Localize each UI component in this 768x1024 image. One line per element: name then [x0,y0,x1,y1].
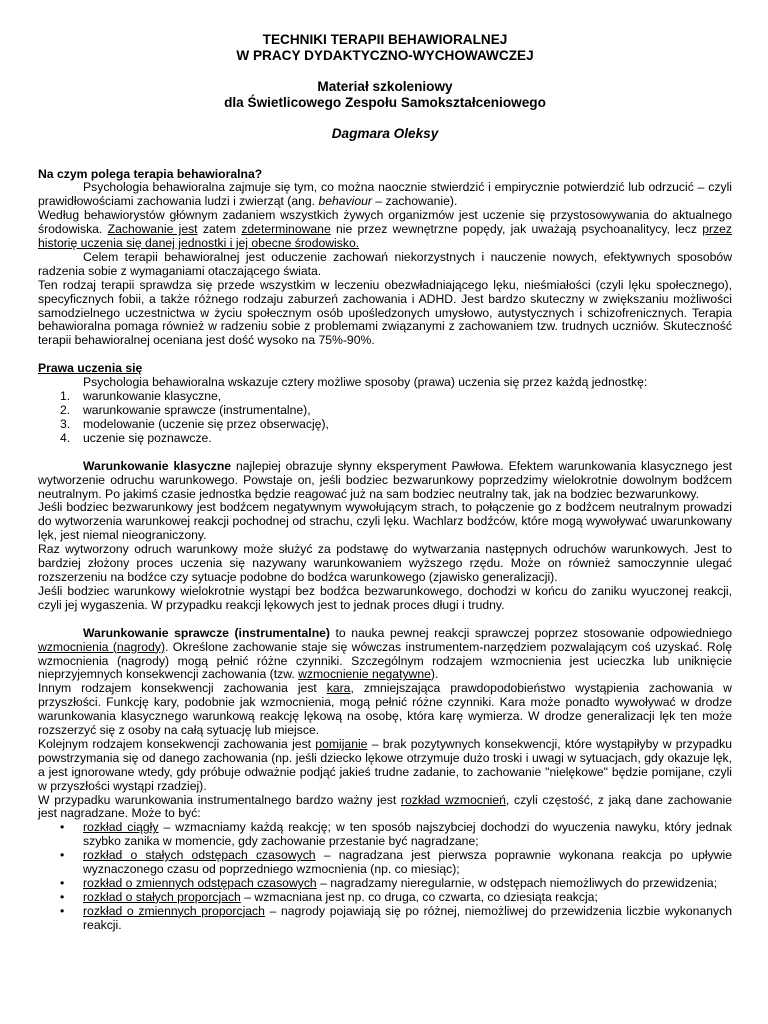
paragraph: Raz wytworzony odruch warunkowy może służyć za podstawę do wytwarzania następnych odruchów warunkowych. Jest to bardziej złożony proces uczenia się nazywany warunkowaniem wyższego rzędu. Może on również samoczynnie ulegać rozszerzeniu na bodźce czy sytuacje podobne do bodźca warunkowego (zjawisko generalizacji). [38,542,732,584]
underlined-text: kara [326,681,351,696]
section-heading-learning-laws: Prawa uczenia się [38,361,143,376]
text: W przypadku warunkowania instrumentalnego bardzo ważny jest [38,792,401,807]
paragraph [38,181,732,209]
list-item-text: uczenie się poznawcze. [83,430,212,445]
bold-term: Warunkowanie klasyczne [83,458,232,473]
underlined-text: rozkład wzmocnień [400,792,506,807]
underlined-text: wzmocnienie negatywne [298,667,431,682]
list-item [38,432,732,446]
numbered-list [38,390,732,446]
bullet-icon: • [60,876,65,890]
underlined-text: wzmocnienia (nagrody) [38,639,166,654]
subtitle-line-2: dla Świetlicowego Zespołu Samokształceniowego [224,94,546,110]
text: Kolejnym rodzajem konsekwencji zachowania jest [38,736,316,751]
underlined-term: rozkład o zmiennych odstępach czasowych [83,876,317,890]
list-item-text: – wzmacniana jest np. co druga, co czwarta, co dziesiąta reakcja; [240,889,598,904]
paragraph: Psychologia behawioralna wskazuje cztery możliwe sposoby (prawa) uczenia się przez każdą jednostkę: [83,375,648,390]
text: ). [430,667,439,682]
list-item [38,877,732,891]
list-item [38,891,732,905]
text: Innym rodzajem konsekwencji zachowania jest [38,681,327,696]
subtitle-line-1: Materiał szkoleniowy [317,79,453,94]
list-item-text: – wzmacniamy każdą reakcję; w ten sposób najszybciej dochodzi do wyuczenia nawyku, który jednak szybko zanika w momencie, gdy zachowanie przestanie być nagradzane; [83,820,732,849]
text: . Określone zachowanie staje się wówczas instrumentem-narzędziem pozwalającym coś uzyskać. Rolę wzmocnienia (nagrody) mogą pełnić różne czynniki. Szczególnym rodzajem wzmocnienia jest ucieczka lub uniknięcie nieprzyjemnych konsekwencji zachowania (tzw. [38,639,732,682]
document-subtitle [38,79,732,110]
title-line-2: W PRACY DYDAKTYCZNO-WYCHOWAWCZEJ [236,47,534,63]
underlined-term: rozkład o stałych odstępach czasowych [83,848,316,863]
text: Według behawiorystów głównym zadaniem wszystkich żywych organizmów jest uczenie się przystosowywania do aktualnego środowiska. [38,208,732,237]
list-item [38,390,732,404]
list-item [38,905,732,933]
text: Psychologia behawioralna zajmuje się tym, co można naocznie stwierdzić i empirycznie potwierdzić lub odrzucić – czyli prawidłowościami zachowania ludzi i zwierząt (ang. [38,180,732,209]
paragraph: Jeśli bodziec bezwarunkowy jest bodźcem negatywnym wywołującym strach, to połączenie go z bodźcem neutralnym prowadzi do wytworzenia warunkowej reakcji pochodnej od strachu, czyli lęku. Wachlarz bodźców, które mogą wywoływać uwarunkowany lęk, jest niemal nieograniczony. [38,500,732,543]
paragraph [38,627,732,683]
paragraph: Ten rodzaj terapii sprawdza się przede wszystkim w leczeniu obezwładniającego lęku, nieśmiałości (czyli lęku społecznego), specyficznych fobii, a także różnego rodzaju zaburzeń zachowania i ADHD. Jest bardzo skuteczny w zwiększaniu możliwości samodzielnego uczestnictwa w życiu społecznym osób upośledzonych umysłowo, autystycznych i schizofrenicznych. Terapia behawioralna pomaga również w radzeniu sobie z problemami związanymi z zachowaniem tzw. trudnych uczniów. Skuteczność terapii behawioralnej oceniana jest dość wysoko na 75%-90%. [38,277,732,348]
text: , czyli częstość, z jaką dane zachowanie jest nagradzane. Może to być: [38,792,732,821]
list-item-text: – nagrody pojawiają się po różnej, niemożliwej do przewidzenia liczbie wykonanych reakcji. [83,903,732,932]
bullet-icon: • [60,848,65,863]
list-item-text: warunkowanie klasyczne, [83,389,222,404]
list-number: 4. [60,430,71,445]
author-name: Dagmara Oleksy [331,126,439,141]
emphasis-text: behaviour [318,194,372,209]
bullet-icon: • [60,903,65,918]
underlined-text: przez historię uczenia się danej jednostki i jej obecne środowisko. [38,222,732,251]
list-item [38,404,732,418]
text: – brak pozytywnych konsekwencji, które wystąpiłyby w przypadku powstrzymania się od danego zachowania (np. jeśli dziecko lękowe otrzymuje dużo troski i uwagi w sytuacjach, gdy okazuje lęk, a jest ignorowane wtedy, gdy próbuje odważnie podjąć jakieś trudne zadanie, to zachowanie "nielękowe" będzie pomijane, czyli w przyszłości wystąpi rzadziej). [38,736,732,793]
text: zatem [197,222,242,237]
paragraph [38,682,732,738]
paragraph: Celem terapii behawioralnej jest oduczenie zachowań niekorzystnych i nauczenie nowych, efektywnych sposobów radzenia sobie z wymaganiami otaczającego świata. [38,249,732,278]
underlined-term: rozkład o stałych proporcjach [83,889,241,904]
list-item-text: modelowanie (uczenie się przez obserwację), [83,416,329,431]
paragraph [38,738,732,794]
text: , zmniejszająca prawdopodobieństwo wystąpienia zachowania w przyszłości. Funkcję kary, podobnie jak wzmocnienia, mogą pełnić różne czynniki. Kara może ponadto wywoływać w drodze warunkowania klasycznego warunkową reakcję lękową na osobę, która karę wymierza. W drodze generalizacji lęk ten może rozszerzyć się z osoby na całą sytuację lub miejsce. [38,681,732,738]
list-number: 1. [60,389,71,404]
title-line-1: TECHNIKI TERAPII BEHAWIORALNEJ [262,32,508,47]
list-item-text: warunkowanie sprawcze (instrumentalne), [83,403,311,417]
document-title [38,32,732,63]
text: – zachowanie). [371,194,458,209]
bullet-icon: • [60,820,65,835]
list-item-text: – nagradzamy nieregularnie, w odstępach niemożliwych do przewidzenia; [316,876,718,890]
paragraph: Jeśli bodziec warunkowy wielokrotnie wystąpi bez bodźca bezwarunkowego, dochodzi w końcu do zaniku wyuczonej reakcji, czyli jej wygaszenia. W przypadku reakcji lękowych jest to jednak proces długi i trudny. [38,583,732,612]
text: nie przez wewnętrzne popędy, jak uważają psychoanalitycy, lecz [330,222,703,237]
text: to nauka pewnej reakcji sprawczej poprzez stosowanie odpowiedniego [329,625,732,640]
underlined-text: zdeterminowane [241,222,331,237]
bullet-icon: • [60,889,65,904]
list-number: 3. [60,416,71,431]
list-item-text: – nagradzana jest pierwsza poprawnie wykonana reakcja po upływie wyznaczonego czasu od poprzedniego wzmocnienia (np. co miesiąc); [83,848,732,877]
bulleted-list [38,821,732,932]
list-item [38,849,732,877]
bold-term: Warunkowanie sprawcze (instrumentalne) [83,625,330,640]
underlined-text: Zachowanie jest [107,222,198,237]
text: najlepiej obrazuje słynny eksperyment Pawłowa. Efektem warunkowania klasycznego jest wytworzenie odruchu warunkowego. Powstaje on, jeśli bodziec bezwarunkowy poprzedzimy wielokrotnie dowolnym bodźcem neutralnym. Po jakimś czasie jednostka będzie reagować już na sam bodziec neutralny tak, jak na bodziec bezwarunkowy. [38,458,732,501]
paragraph [38,460,732,502]
paragraph [38,794,732,822]
paragraph [38,209,732,251]
underlined-term: rozkład o zmiennych proporcjach [83,903,265,918]
section-heading-what-is-therapy: Na czym polega terapia behawioralna? [38,166,263,181]
list-item [38,418,732,432]
list-number: 2. [60,403,71,417]
list-item [38,821,732,849]
underlined-term: rozkład ciągły [83,820,159,835]
underlined-text: pomijanie [315,736,368,751]
